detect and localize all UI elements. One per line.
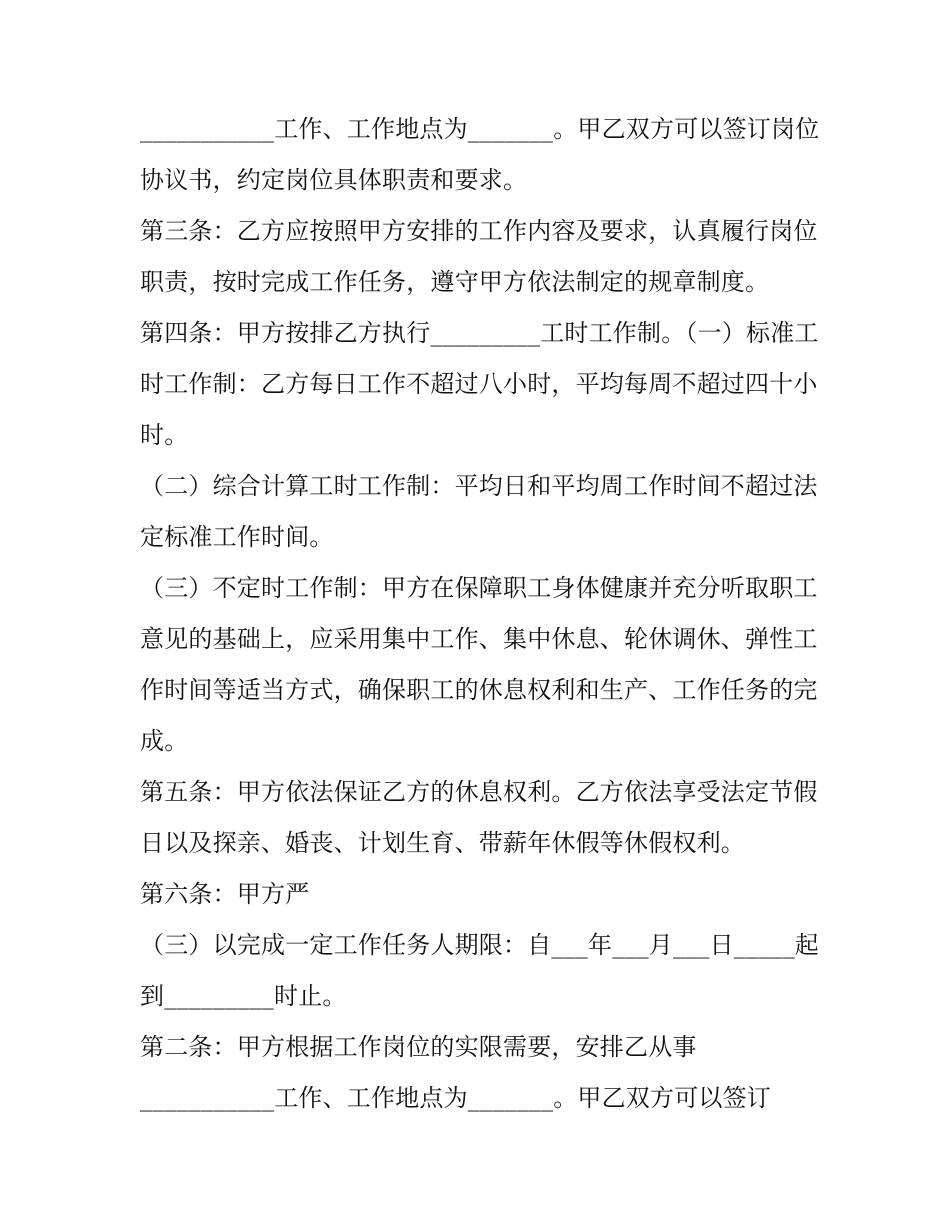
paragraph: （三）以完成一定工作任务人期限：自___年___月___日_____起到_________时止。 <box>140 931 819 1010</box>
paragraph: 第四条：甲方按排乙方执行_________工时工作制。（一）标准工时工作制：乙方每日工作不超过八小时，平均每周不超过四十小时。 <box>140 319 819 449</box>
paragraph: 第三条：乙方应按照甲方安排的工作内容及要求，认真履行岗位职责，按时完成工作任务，遵守甲方依法制定的规章制度。 <box>140 217 818 296</box>
paragraph: （二）综合计算工时工作制：平均日和平均周工作时间不超过法定标准工作时间。 <box>140 472 818 551</box>
paragraph: （三）不定时工作制：甲方在保障职工身体健康并充分听取职工意见的基础上，应采用集中工作、集中休息、轮休调休、弹性工作时间等适当方式，确保职工的休息权利和生产、工作任务的完成。 <box>140 574 818 755</box>
paragraph: ___________工作、工作地点为_______。甲乙双方可以签订岗位协议书，约定岗位具体职责和要求。 <box>140 115 820 194</box>
paragraph: 第二条：甲方根据工作岗位的实限需要，安排乙从事 <box>140 1033 697 1061</box>
paragraph: 第五条：甲方依法保证乙方的休息权利。乙方依法享受法定节假日以及探亲、婚丧、计划生育、带薪年休假等休假权利。 <box>140 778 818 857</box>
document-body <box>140 104 820 1124</box>
paragraph: 第六条：甲方严 <box>140 880 310 908</box>
paragraph: ___________工作、工作地点为_______。甲乙双方可以签订 <box>140 1084 771 1112</box>
